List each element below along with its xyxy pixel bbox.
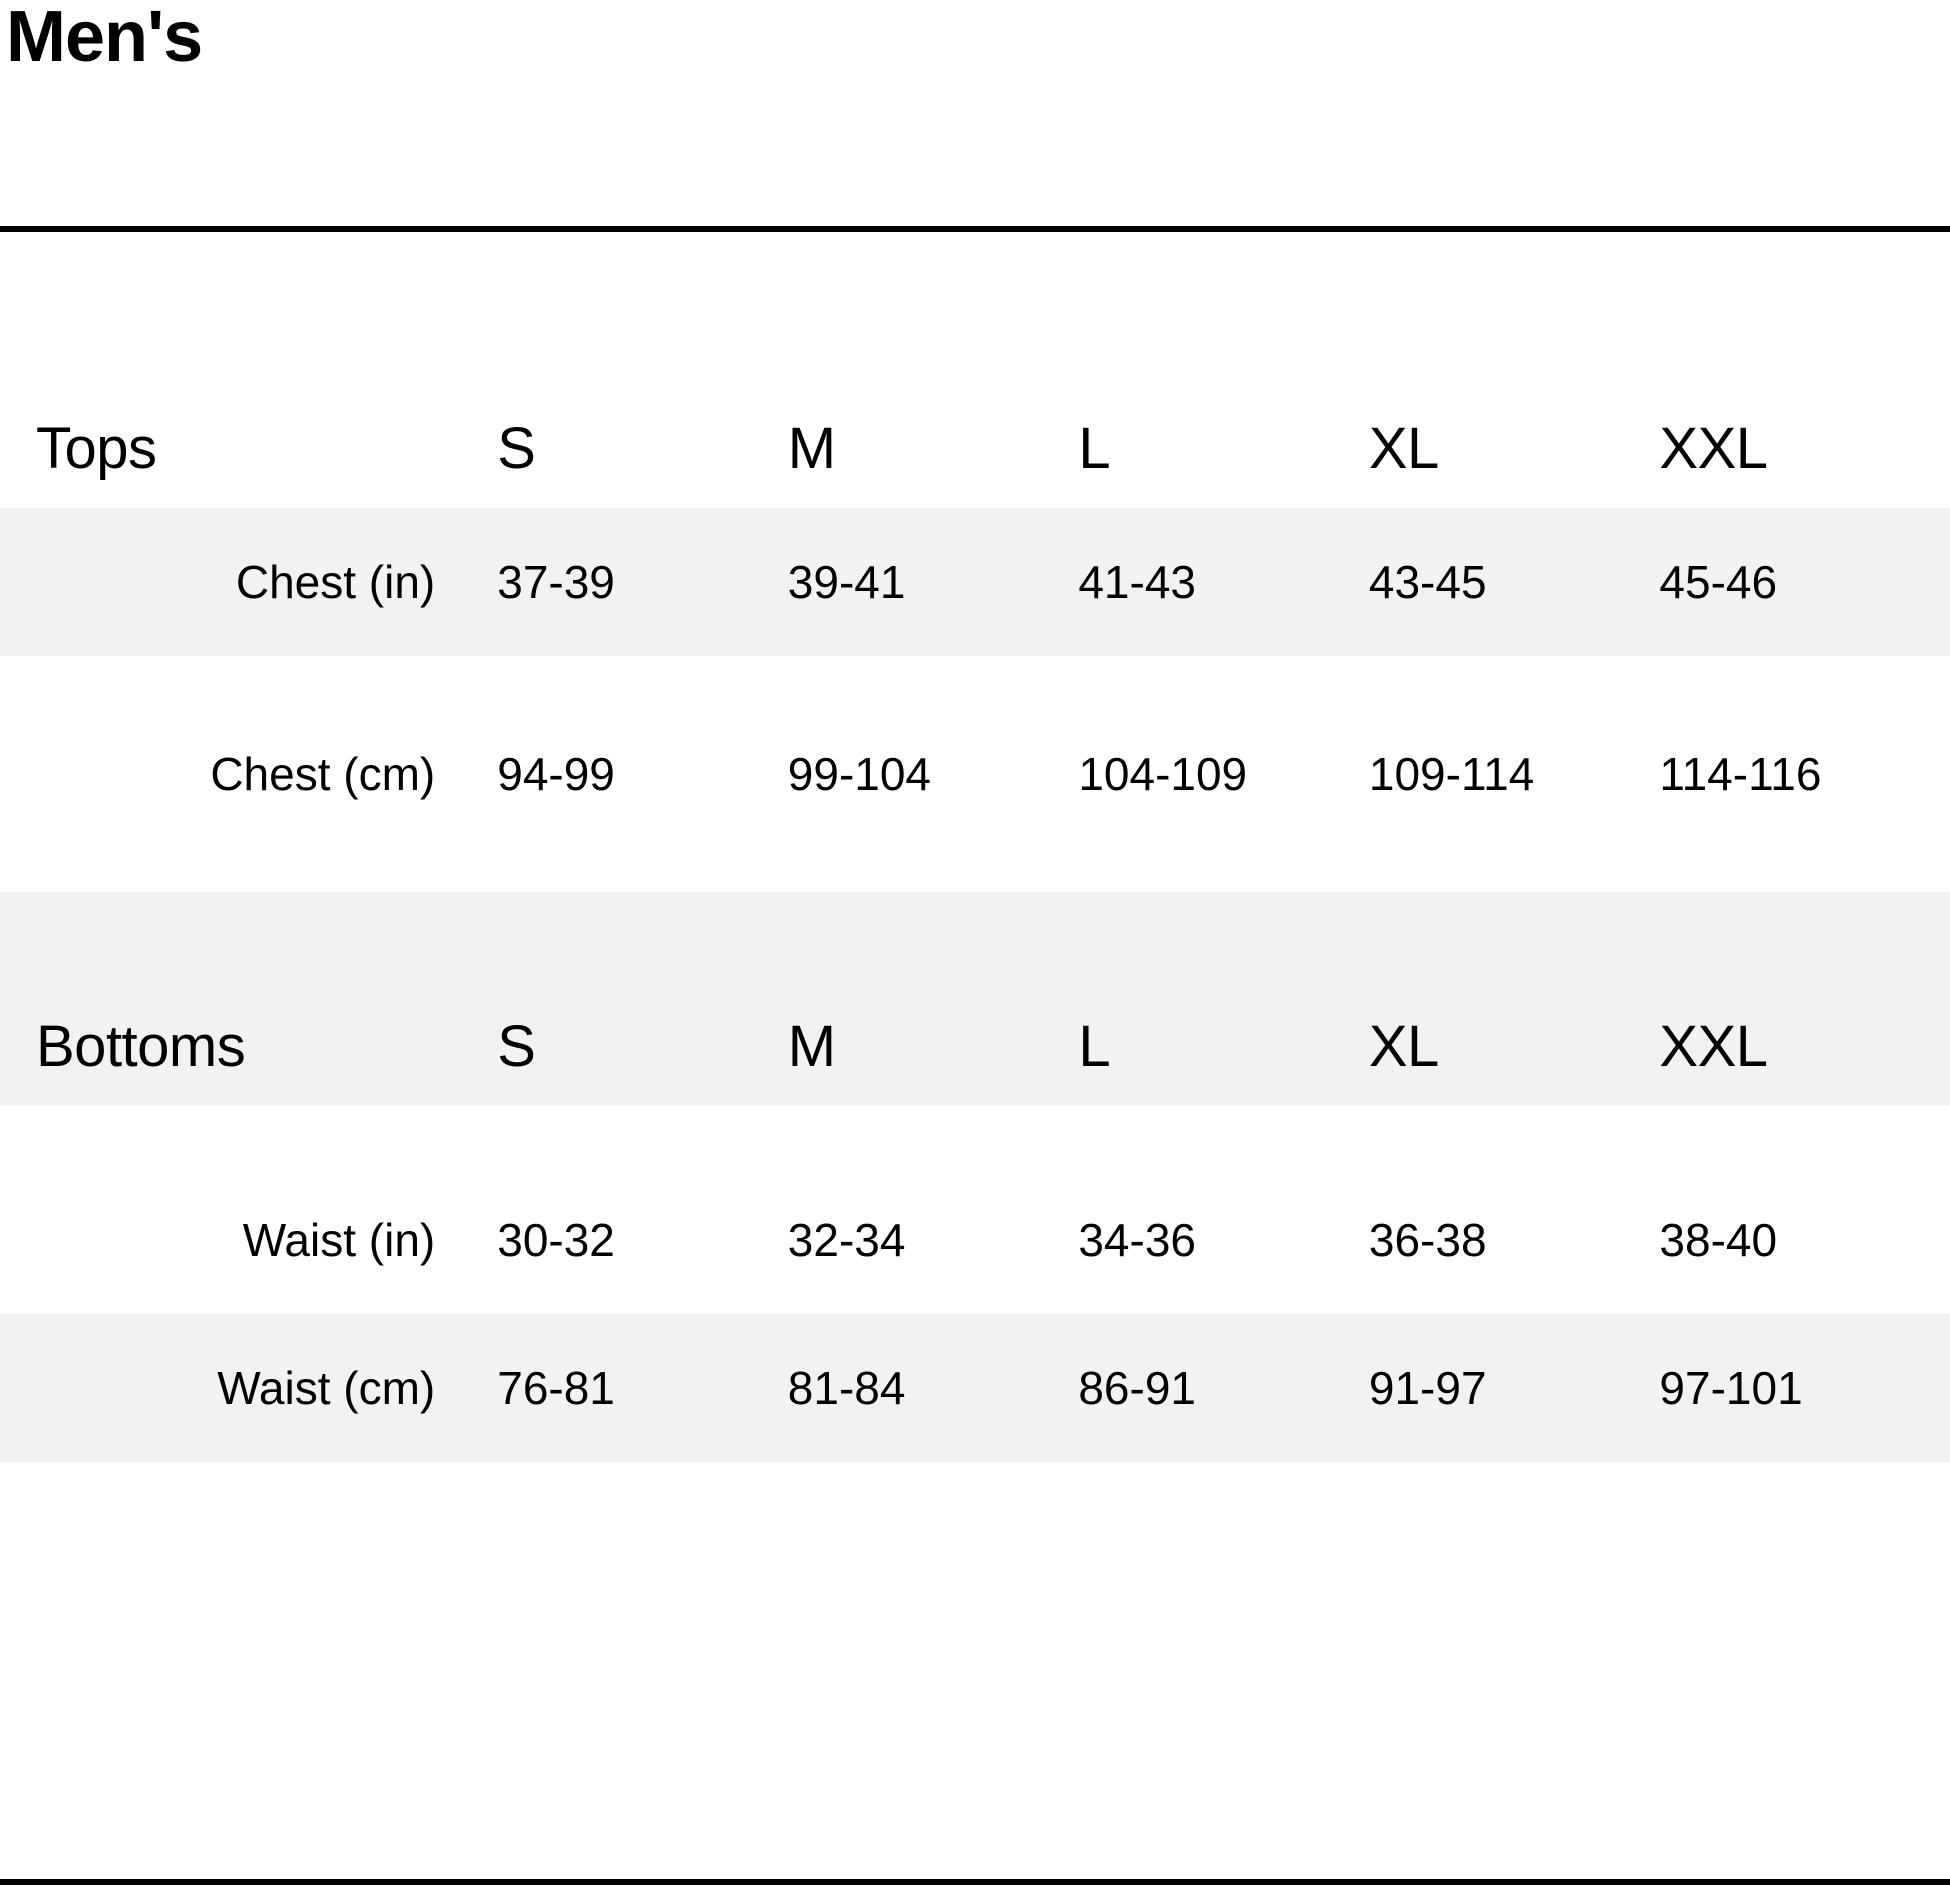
- cell-waist-in-xl: 36-38: [1368, 1213, 1487, 1266]
- table-row: [0, 1166, 1950, 1314]
- cell-waist-in-s: 30-32: [497, 1213, 615, 1266]
- cell-chest-cm-l: 104-109: [1078, 747, 1248, 800]
- cell-chest-in-m: 39-41: [787, 555, 906, 608]
- cell-chest-in-s: 37-39: [497, 555, 615, 608]
- cell-chest-in-xxl: 45-46: [1659, 555, 1778, 608]
- bottom-divider: [0, 1879, 1950, 1885]
- page-title: Men's: [6, 0, 203, 77]
- column-header-tops: Tops: [36, 416, 157, 482]
- cell-chest-in-l: 41-43: [1078, 555, 1196, 608]
- cell-waist-cm-m: 81-84: [787, 1361, 906, 1414]
- cell-waist-in-xxl: 38-40: [1659, 1213, 1778, 1266]
- column-header-size-l: L: [1078, 416, 1111, 482]
- cell-chest-cm-xl: 109-114: [1368, 747, 1535, 800]
- column-header-bottoms-size-xl: XL: [1368, 1014, 1439, 1080]
- row-label-waist-in: Waist (in): [242, 1213, 436, 1266]
- column-header-size-m: M: [787, 416, 836, 482]
- column-header-bottoms-size-xxl: XXL: [1659, 1014, 1768, 1080]
- section-spacer: [0, 892, 1950, 988]
- size-chart-table: [0, 390, 1950, 1462]
- cell-chest-in-xl: 43-45: [1368, 555, 1487, 608]
- title-divider: [0, 226, 1950, 232]
- table-row: [0, 656, 1950, 892]
- cell-waist-cm-l: 86-91: [1078, 1361, 1196, 1414]
- cell-waist-cm-xl: 91-97: [1368, 1361, 1487, 1414]
- row-label-chest-cm: Chest (cm): [210, 747, 436, 800]
- row-label-chest-in: Chest (in): [235, 555, 436, 608]
- cell-chest-cm-xxl: 114-116: [1659, 747, 1822, 800]
- table-header-row-tops: [0, 390, 1950, 508]
- cell-waist-in-m: 32-34: [787, 1213, 906, 1266]
- section-spacer: [0, 1106, 1950, 1166]
- column-header-bottoms-size-s: S: [497, 1014, 536, 1080]
- cell-waist-cm-s: 76-81: [497, 1361, 615, 1414]
- table-row: [0, 1314, 1950, 1462]
- cell-waist-cm-xxl: 97-101: [1659, 1361, 1803, 1414]
- table-row: [0, 508, 1950, 656]
- column-header-size-s: S: [497, 416, 536, 482]
- row-label-waist-cm: Waist (cm): [217, 1361, 436, 1414]
- column-header-bottoms-size-l: L: [1078, 1014, 1111, 1080]
- column-header-size-xl: XL: [1368, 416, 1439, 482]
- table-header-row-bottoms: [0, 988, 1950, 1106]
- column-header-bottoms-size-m: M: [787, 1014, 836, 1080]
- cell-chest-cm-m: 99-104: [787, 747, 932, 800]
- column-header-size-xxl: XXL: [1659, 416, 1768, 482]
- cell-chest-cm-s: 94-99: [497, 747, 615, 800]
- column-header-bottoms: Bottoms: [36, 1014, 246, 1080]
- cell-waist-in-l: 34-36: [1078, 1213, 1196, 1266]
